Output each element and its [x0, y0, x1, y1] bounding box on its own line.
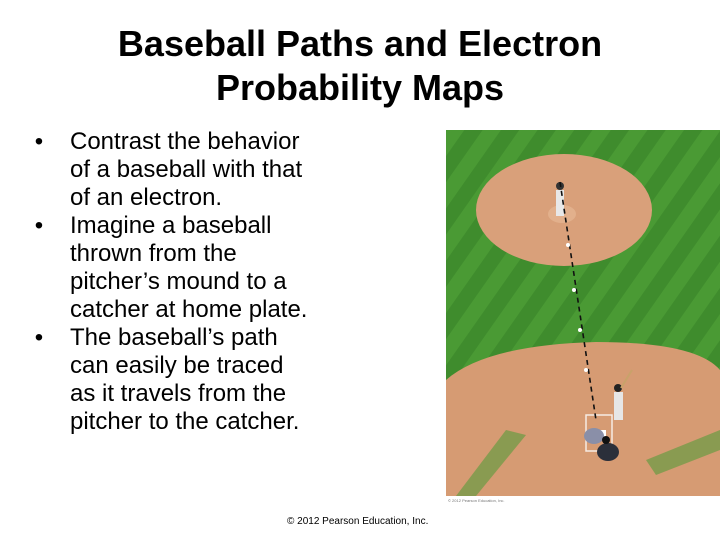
bullet-2-line-1: Imagine a baseball: [70, 212, 272, 239]
title-line-1: Baseball Paths and Electron: [117, 23, 603, 64]
bullet-3-line-2: can easily be traced: [70, 352, 284, 379]
bullet-dot: •: [34, 128, 44, 155]
copyright-notice: © 2012 Pearson Education, Inc.: [287, 516, 429, 527]
ball-position: [566, 243, 570, 247]
umpire-head: [602, 436, 610, 444]
umpire-figure: [597, 443, 619, 461]
batter-helmet: [614, 384, 622, 392]
bullet-item-1: [28, 128, 388, 212]
bullet-1-line-2: of a baseball with that: [70, 156, 303, 183]
batter-figure: [614, 392, 623, 420]
baseball-field-photo: [446, 130, 720, 496]
bullet-1-line-1: Contrast the behavior: [70, 128, 300, 155]
bullet-item-3: [28, 324, 388, 436]
bullet-2-line-2: thrown from the: [70, 240, 237, 267]
bullet-3-line-1: The baseball’s path: [70, 324, 278, 351]
bullet-dot: •: [34, 324, 44, 351]
bullet-list: [28, 128, 388, 436]
bullet-2-line-4: catcher at home plate.: [70, 296, 308, 323]
bullet-2-line-3: pitcher’s mound to a: [70, 268, 287, 295]
bullet-3-line-3: as it travels from the: [70, 380, 287, 407]
ball-position: [572, 288, 576, 292]
catcher-figure: [584, 428, 604, 444]
title-line-2: Probability Maps: [215, 67, 505, 108]
ball-position: [584, 368, 588, 372]
bullet-3-line-4: pitcher to the catcher.: [70, 408, 300, 435]
ball-position: [578, 328, 582, 332]
bullet-1-line-3: of an electron.: [70, 184, 223, 211]
baseball-field-illustration: [446, 130, 720, 496]
bullet-dot: •: [34, 212, 44, 239]
photo-credit: © 2012 Pearson Education, Inc.: [448, 498, 505, 503]
slide-title: [0, 22, 720, 110]
bullet-item-2: [28, 212, 388, 324]
